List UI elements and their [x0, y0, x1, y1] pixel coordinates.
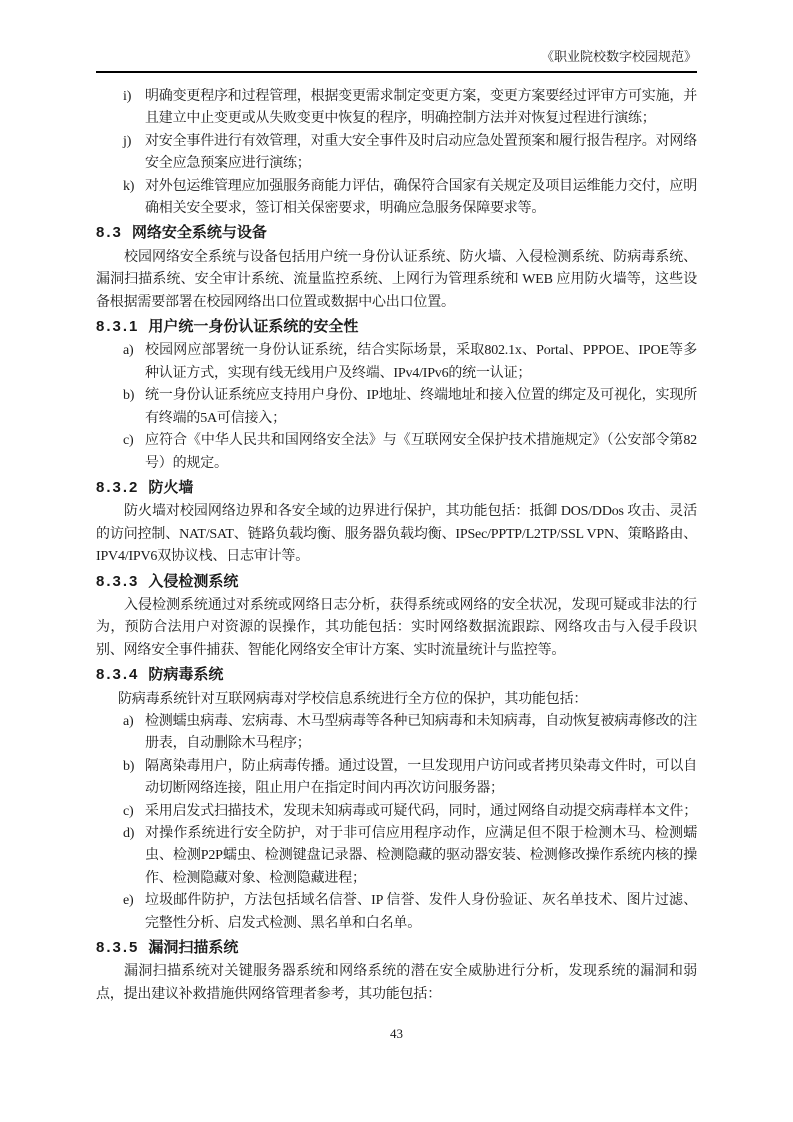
list-item-text: 隔离染毒用户，防止病毒传播。通过设置，一旦发现用户访问或者拷贝染毒文件时，可以自动切断网络连接，阻止用户在指定时间内再次访问服务器； [145, 758, 697, 797]
list-item-text: 采用启发式扫描技术，发现未知病毒或可疑代码，同时，通过网络自动提交病毒样本文件； [145, 803, 697, 819]
list-item-text: 检测蠕虫病毒、宏病毒、木马型病毒等各种已知病毒和未知病毒，自动恢复被病毒修改的注册表，自动删除木马程序； [145, 713, 697, 752]
list-operations-management [96, 86, 697, 220]
section-heading-8-3-1 [96, 316, 697, 338]
list-item-label: c) [123, 803, 134, 819]
list-item [96, 756, 697, 801]
section-heading-8-3-4 [96, 664, 697, 686]
list-item-label: a) [123, 713, 134, 729]
section-title: 防病毒系统 [148, 666, 224, 684]
section-8-3-4-intro: 防病毒系统针对互联网病毒对学校信息系统进行全方位的保护，其功能包括： [118, 691, 588, 707]
list-item [96, 823, 697, 890]
section-title: 用户统一身份认证系统的安全性 [148, 318, 359, 336]
page-body [96, 86, 697, 1006]
section-number: 8.3.2 [96, 478, 140, 496]
section-title: 防火墙 [148, 478, 194, 496]
list-item-label: a) [123, 343, 134, 359]
list-item [96, 86, 697, 131]
list-item [96, 176, 697, 221]
list-item-text: 对外包运维管理应加强服务商能力评估，确保符合国家有关规定及项目运维能力交付，应明确相关安全要求，签订相关保密要求，明确应急服务保障要求等。 [145, 178, 697, 217]
section-title: 网络安全系统与设备 [131, 224, 267, 242]
page-header [96, 48, 697, 73]
section-title: 漏洞扫描系统 [148, 939, 239, 957]
list-item-label: i) [123, 89, 132, 104]
section-title: 入侵检测系统 [148, 572, 239, 590]
list-item-label: b) [123, 388, 135, 404]
list-item-label: k) [123, 178, 135, 194]
list-item-text: 对操作系统进行安全防护，对于非可信应用程序动作，应满足但不限于检测木马、检测蠕虫、检测P2P蠕虫、检测键盘记录器、检测隐藏的驱动器安装、检测修改操作系统内核的操作、检测隐藏对象、检测隐藏进程； [145, 826, 697, 886]
section-number: 8.3.4 [96, 666, 140, 684]
section-8-3-5-paragraph: 漏洞扫描系统对关键服务器系统和网络系统的潜在安全威胁进行分析，发现系统的漏洞和弱点，提出建议补救措施供网络管理者参考，其功能包括： [96, 964, 697, 1002]
list-item-text: 明确变更程序和过程管理，根据变更需求制定变更方案，变更方案要经过评审方可实施，并且建立中止变更或从失败变更中恢复的程序，明确控制方法并对恢复过程进行演练； [145, 89, 697, 127]
list-item-text: 统一身份认证系统应支持用户身份、IP地址、终端地址和接入位置的绑定及可视化，实现所有终端的5A可信接入； [145, 388, 697, 426]
list-item-text: 校园网应部署统一身份认证系统，结合实际场景，采取802.1x、Portal、PPPOE、IPOE等多种认证方式，实现有线无线用户及终端、IPv4/IPv6的统一认证； [145, 343, 697, 381]
page-footer [96, 1025, 697, 1043]
list-item [96, 385, 697, 430]
list-item-text: 垃圾邮件防护，方法包括域名信誉、IP 信誉、发件人身份验证、灰名单技术、图片过滤、完整性分析、启发式检测、黑名单和白名单。 [145, 893, 697, 931]
list-item-text: 对安全事件进行有效管理，对重大安全事件及时启动应急处置预案和履行报告程序。对网络安全应急预案应进行演练； [145, 133, 697, 172]
section-heading-8-3-2 [96, 477, 697, 499]
page-number: 43 [390, 1026, 403, 1041]
section-number: 8.3.1 [96, 318, 140, 336]
list-antivirus-functions [96, 711, 697, 935]
list-identity-authentication [96, 340, 697, 474]
section-8-3-2-paragraph: 防火墙对校园网络边界和各安全域的边界进行保护，其功能包括：抵御 DOS/DDos 攻击、灵活的访问控制、NAT/SAT、链路负载均衡、服务器负载均衡、IPSec/PPTP/L2TP/SSL VPN、策略路由、IPV4/IPV6双协议栈、日志审计等。 [96, 504, 697, 565]
list-item [96, 340, 697, 385]
list-item [96, 890, 697, 935]
list-item [96, 801, 697, 823]
list-item-label: e) [123, 893, 134, 909]
list-item-label: d) [123, 826, 135, 841]
section-number: 8.3.3 [96, 572, 140, 590]
header-title: 《职业院校数字校园规范》 [540, 49, 697, 64]
section-number: 8.3.5 [96, 939, 140, 957]
list-item-text: 应符合《中华人民共和国网络安全法》与《互联网安全保护技术措施规定》（公安部令第82号）的规定。 [145, 433, 697, 471]
section-heading-8-3-3 [96, 571, 697, 593]
section-heading-8-3 [96, 222, 697, 244]
section-heading-8-3-5 [96, 937, 697, 959]
section-number: 8.3 [96, 224, 123, 242]
section-8-3-3-paragraph: 入侵检测系统通过对系统或网络日志分析，获得系统或网络的安全状况，发现可疑或非法的行为，预防合法用户对资源的误操作，其功能包括：实时网络数据流跟踪、网络攻击与入侵手段识别、网络安全事件捕获、智能化网络安全审计方案、实时流量统计与监控等。 [96, 597, 697, 658]
list-item-label: c) [123, 433, 134, 449]
list-item [96, 430, 697, 475]
list-item-label: j) [123, 133, 132, 149]
list-item [96, 711, 697, 756]
section-8-3-paragraph: 校园网络安全系统与设备包括用户统一身份认证系统、防火墙、入侵检测系统、防病毒系统、漏洞扫描系统、安全审计系统、流量监控系统、上网行为管理系统和 WEB 应用防火墙等，这些设备根据需要部署在校园网络出口位置或数据中心出口位置。 [96, 249, 697, 310]
list-item-label: b) [123, 758, 135, 774]
list-item [96, 131, 697, 176]
